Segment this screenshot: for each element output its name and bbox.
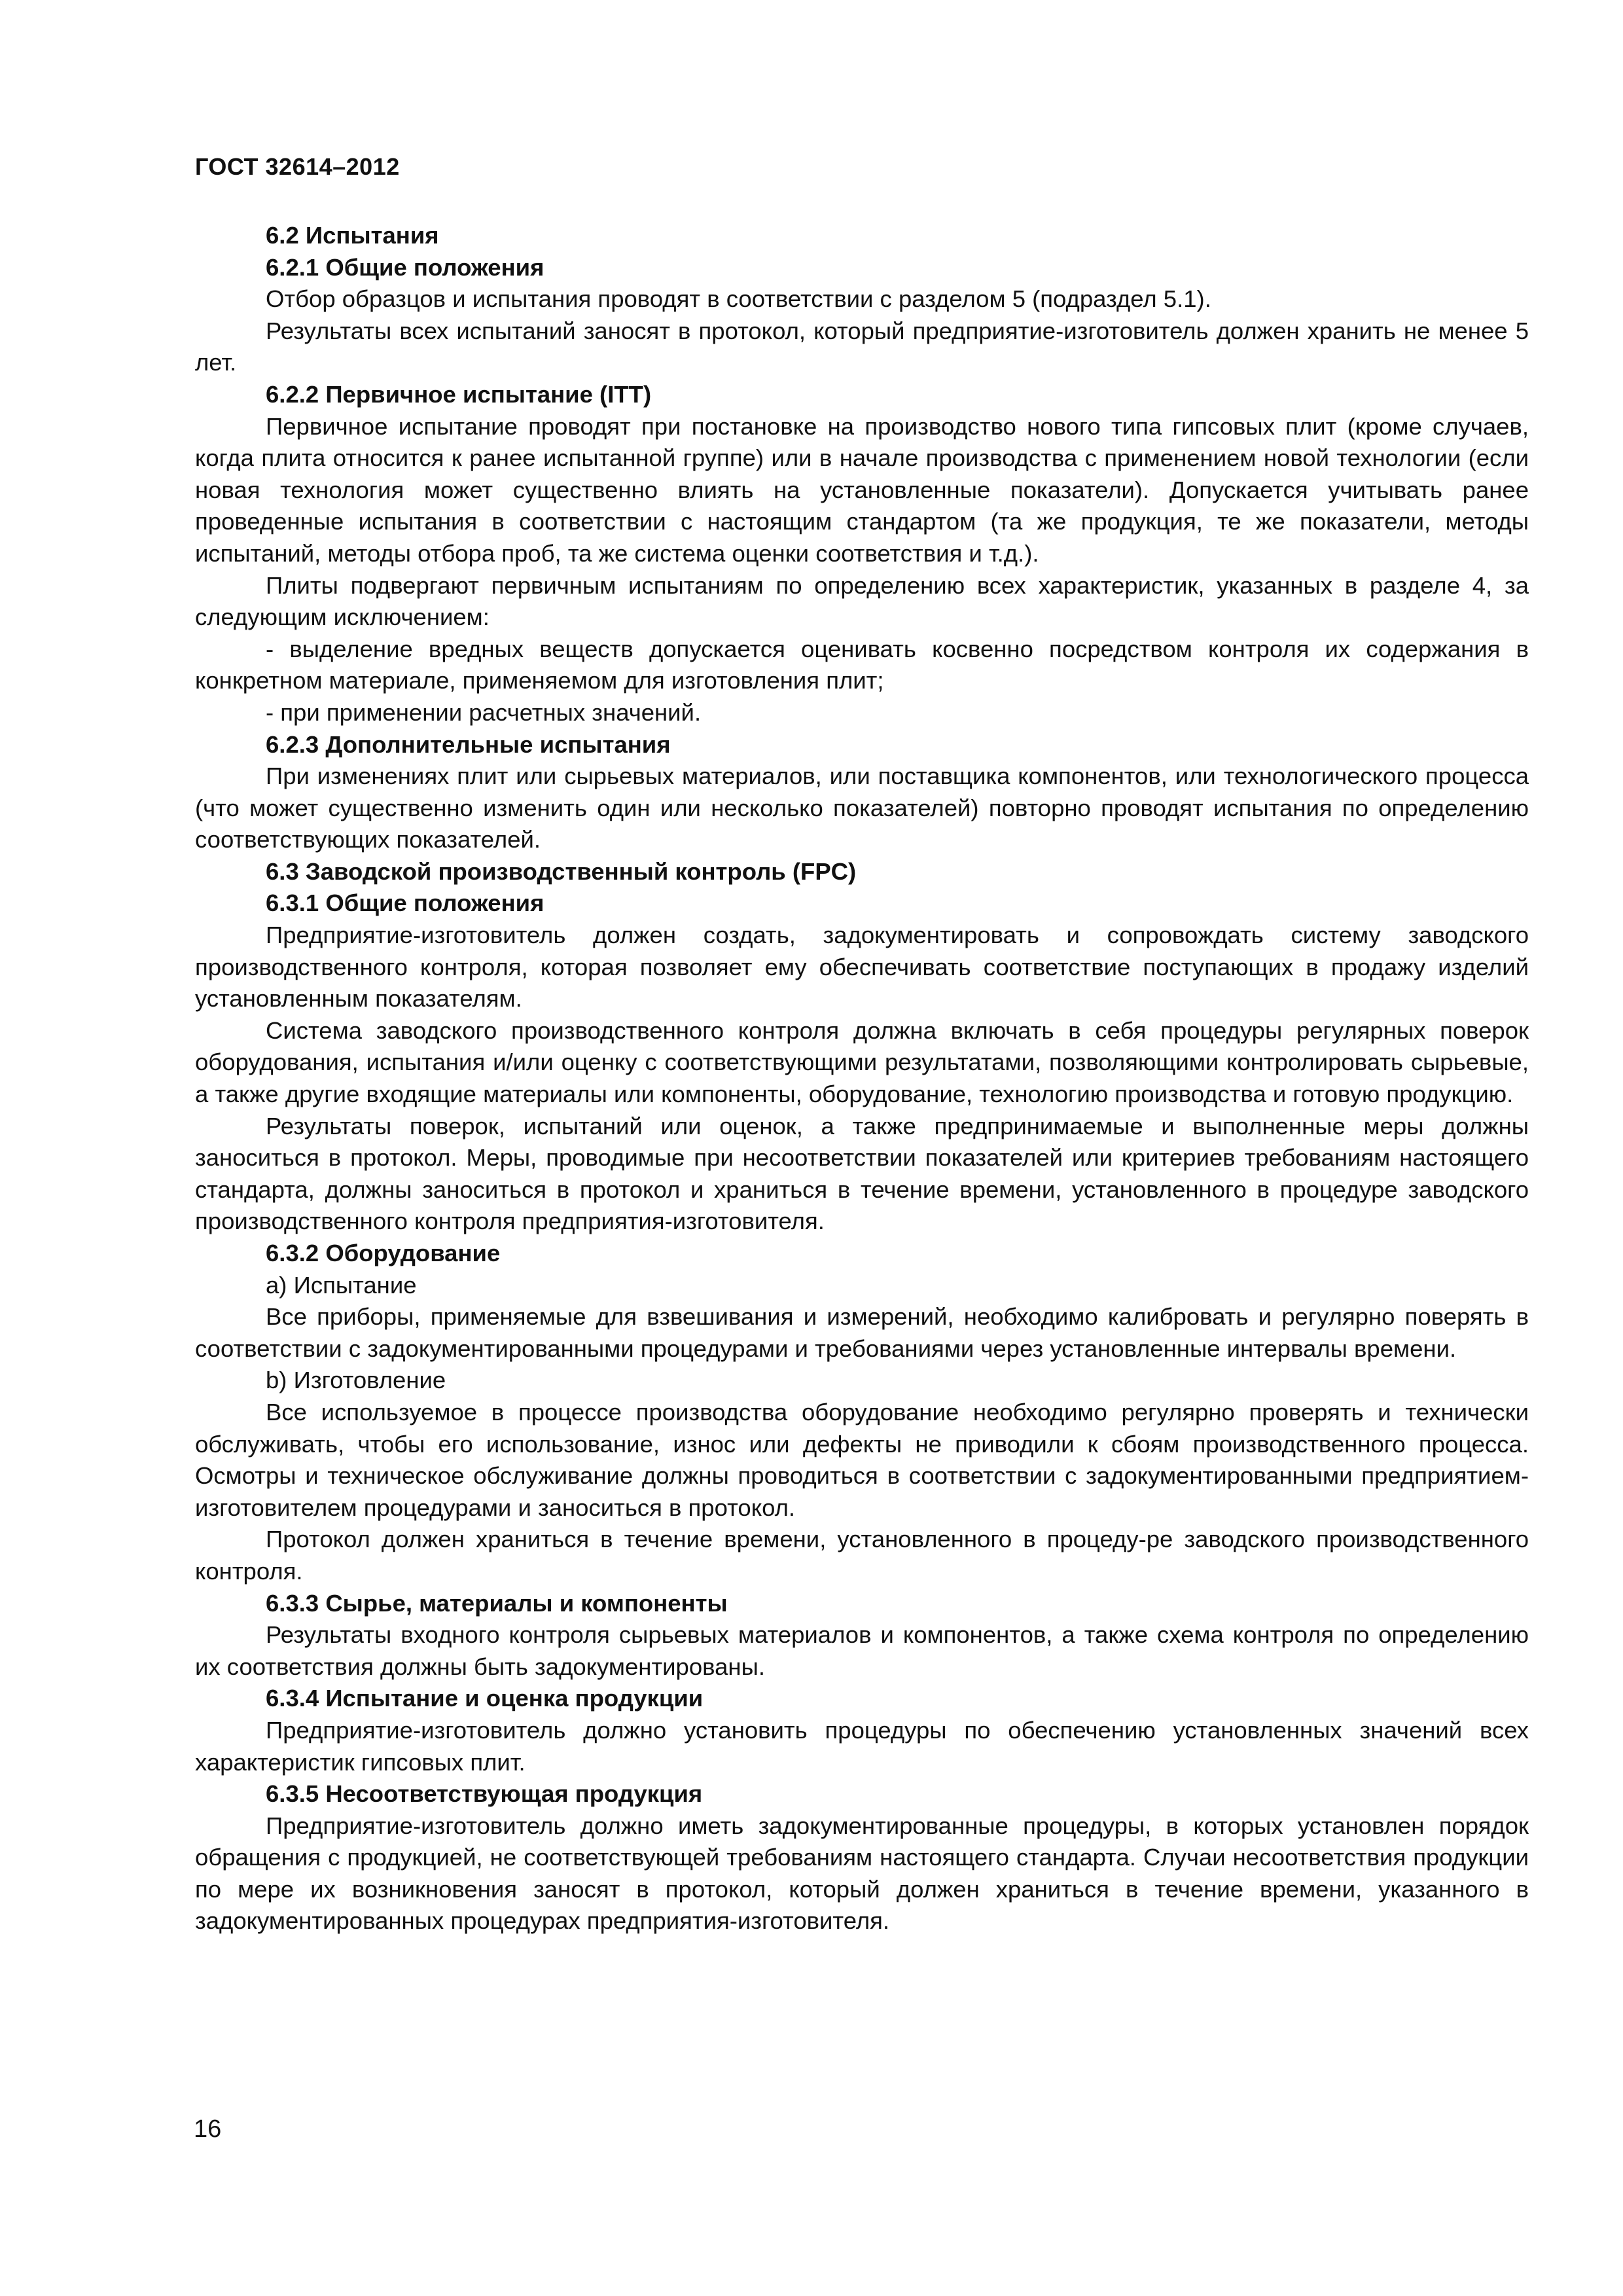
section-heading: 6.2.3 Дополнительные испытания xyxy=(266,730,671,758)
section-heading: 6.3.4 Испытание и оценка продукции xyxy=(266,1685,704,1712)
paragraph: Предприятие-изготовитель должно установить процедуры по обеспечению установленных значений всех характеристик гипсовых плит. xyxy=(195,1716,1529,1776)
paragraph: Отбор образцов и испытания проводят в соответствии с разделом 5 (подраздел 5.1). xyxy=(266,285,1211,313)
document-body xyxy=(195,220,1529,1937)
section-heading: 6.3 Заводской производственный контроль (FPC) xyxy=(266,857,857,885)
section-heading: 6.2 Испытания xyxy=(266,222,439,249)
section-heading: 6.3.3 Сырье, материалы и компоненты xyxy=(266,1589,728,1617)
section-heading: 6.3.1 Общие положения xyxy=(266,889,544,917)
paragraph: Первичное испытание проводят при постановке на производство нового типа гипсовых плит (кроме случаев, когда плита относится к ранее испытанной группе) или в начале производства с применением новой технологии (если новая технология может существенно влиять на установленные показатели). Допускается учитывать ранее проведенные испытания в соответствии с настоящим стандартом (та же продукция, те же показатели, методы испытаний, методы отбора проб, та же система оценки соответствия и т.д.). xyxy=(195,412,1529,567)
paragraph: Все используемое в процессе производства оборудование необходимо регулярно проверять и технически обслуживать, чтобы его использование, износ или дефекты не приводили к сбоям производственного процесса. Осмотры и техническое обслуживание должны проводиться в соответствии с задокументированными предприятием-изготовителем процедурами и заноситься в протокол. xyxy=(195,1398,1529,1521)
list-item: - при применении расчетных значений. xyxy=(266,698,702,726)
paragraph: При изменениях плит или сырьевых материалов, или поставщика компонентов, или технологического процесса (что может существенно изменить один или несколько показателей) повторно проводят испытания по определению соответствующих показателей. xyxy=(195,762,1529,853)
paragraph: Результаты всех испытаний заносят в протокол, который предприятие-изготовитель должен хранить не менее 5 лет. xyxy=(195,317,1529,376)
paragraph: Результаты входного контроля сырьевых материалов и компонентов, а также схема контроля по определению их соответствия должны быть задокументированы. xyxy=(195,1621,1529,1680)
paragraph: Протокол должен храниться в течение времени, установленного в процеду-ре заводского производственного контроля. xyxy=(195,1526,1529,1585)
paragraph: Предприятие-изготовитель должно иметь задокументированные процедуры, в которых установлен порядок обращения с продукцией, не соответствующей требованиям настоящего стандарта. Случаи несоответствия продукции по мере их возникновения заносят в протокол, который должен храниться в течение времени, указанного в задокументированных процедурах предприятия-изготовителя. xyxy=(195,1812,1529,1935)
document-header: ГОСТ 32614–2012 xyxy=(195,153,400,180)
paragraph: Результаты поверок, испытаний или оценок, а также предпринимаемые и выполненные меры должны заноситься в протокол. Меры, проводимые при несоответствии показателей или критериев требованиям настоящего стандарта, должны заноситься в протокол и храниться в течение времени, установленного в процедуре заводского производственного контроля предприятия-изготовителя. xyxy=(195,1112,1529,1235)
section-heading: 6.2.1 Общие положения xyxy=(266,253,544,281)
section-heading: 6.2.2 Первичное испытание (ITT) xyxy=(266,380,652,408)
subsection-label: b) Изготовление xyxy=(266,1367,446,1394)
subsection-label: a) Испытание xyxy=(266,1271,417,1299)
paragraph: Плиты подвергают первичным испытаниям по определению всех характеристик, указанных в разделе 4, за следующим исключением: xyxy=(195,571,1529,631)
list-item: - выделение вредных веществ допускается оценивать косвенно посредством контроля их содержания в конкретном материале, применяемом для изготовления плит; xyxy=(195,635,1529,694)
paragraph: Предприятие-изготовитель должен создать, задокументировать и сопровождать систему заводского производственного контроля, которая позволяет ему обеспечивать соответствие поступающих в продажу изделий установленным показателям. xyxy=(195,922,1529,1013)
paragraph: Система заводского производственного контроля должна включать в себя процедуры регулярных поверок оборудования, испытания и/или оценку с соответствующими результатами, позволяющими контролировать сырьевые, а также другие входящие материалы или компоненты, оборудование, технологию производства и готовую продукцию. xyxy=(195,1016,1529,1108)
section-heading: 6.3.5 Несоответствующая продукция xyxy=(266,1780,703,1808)
section-heading: 6.3.2 Оборудование xyxy=(266,1240,501,1266)
paragraph: Все приборы, применяемые для взвешивания и измерений, необходимо калибровать и регулярно поверять в соответствии с задокументированными процедурами и требованиями через установленные интервалы времени. xyxy=(195,1303,1529,1362)
page-number: 16 xyxy=(194,2115,222,2143)
